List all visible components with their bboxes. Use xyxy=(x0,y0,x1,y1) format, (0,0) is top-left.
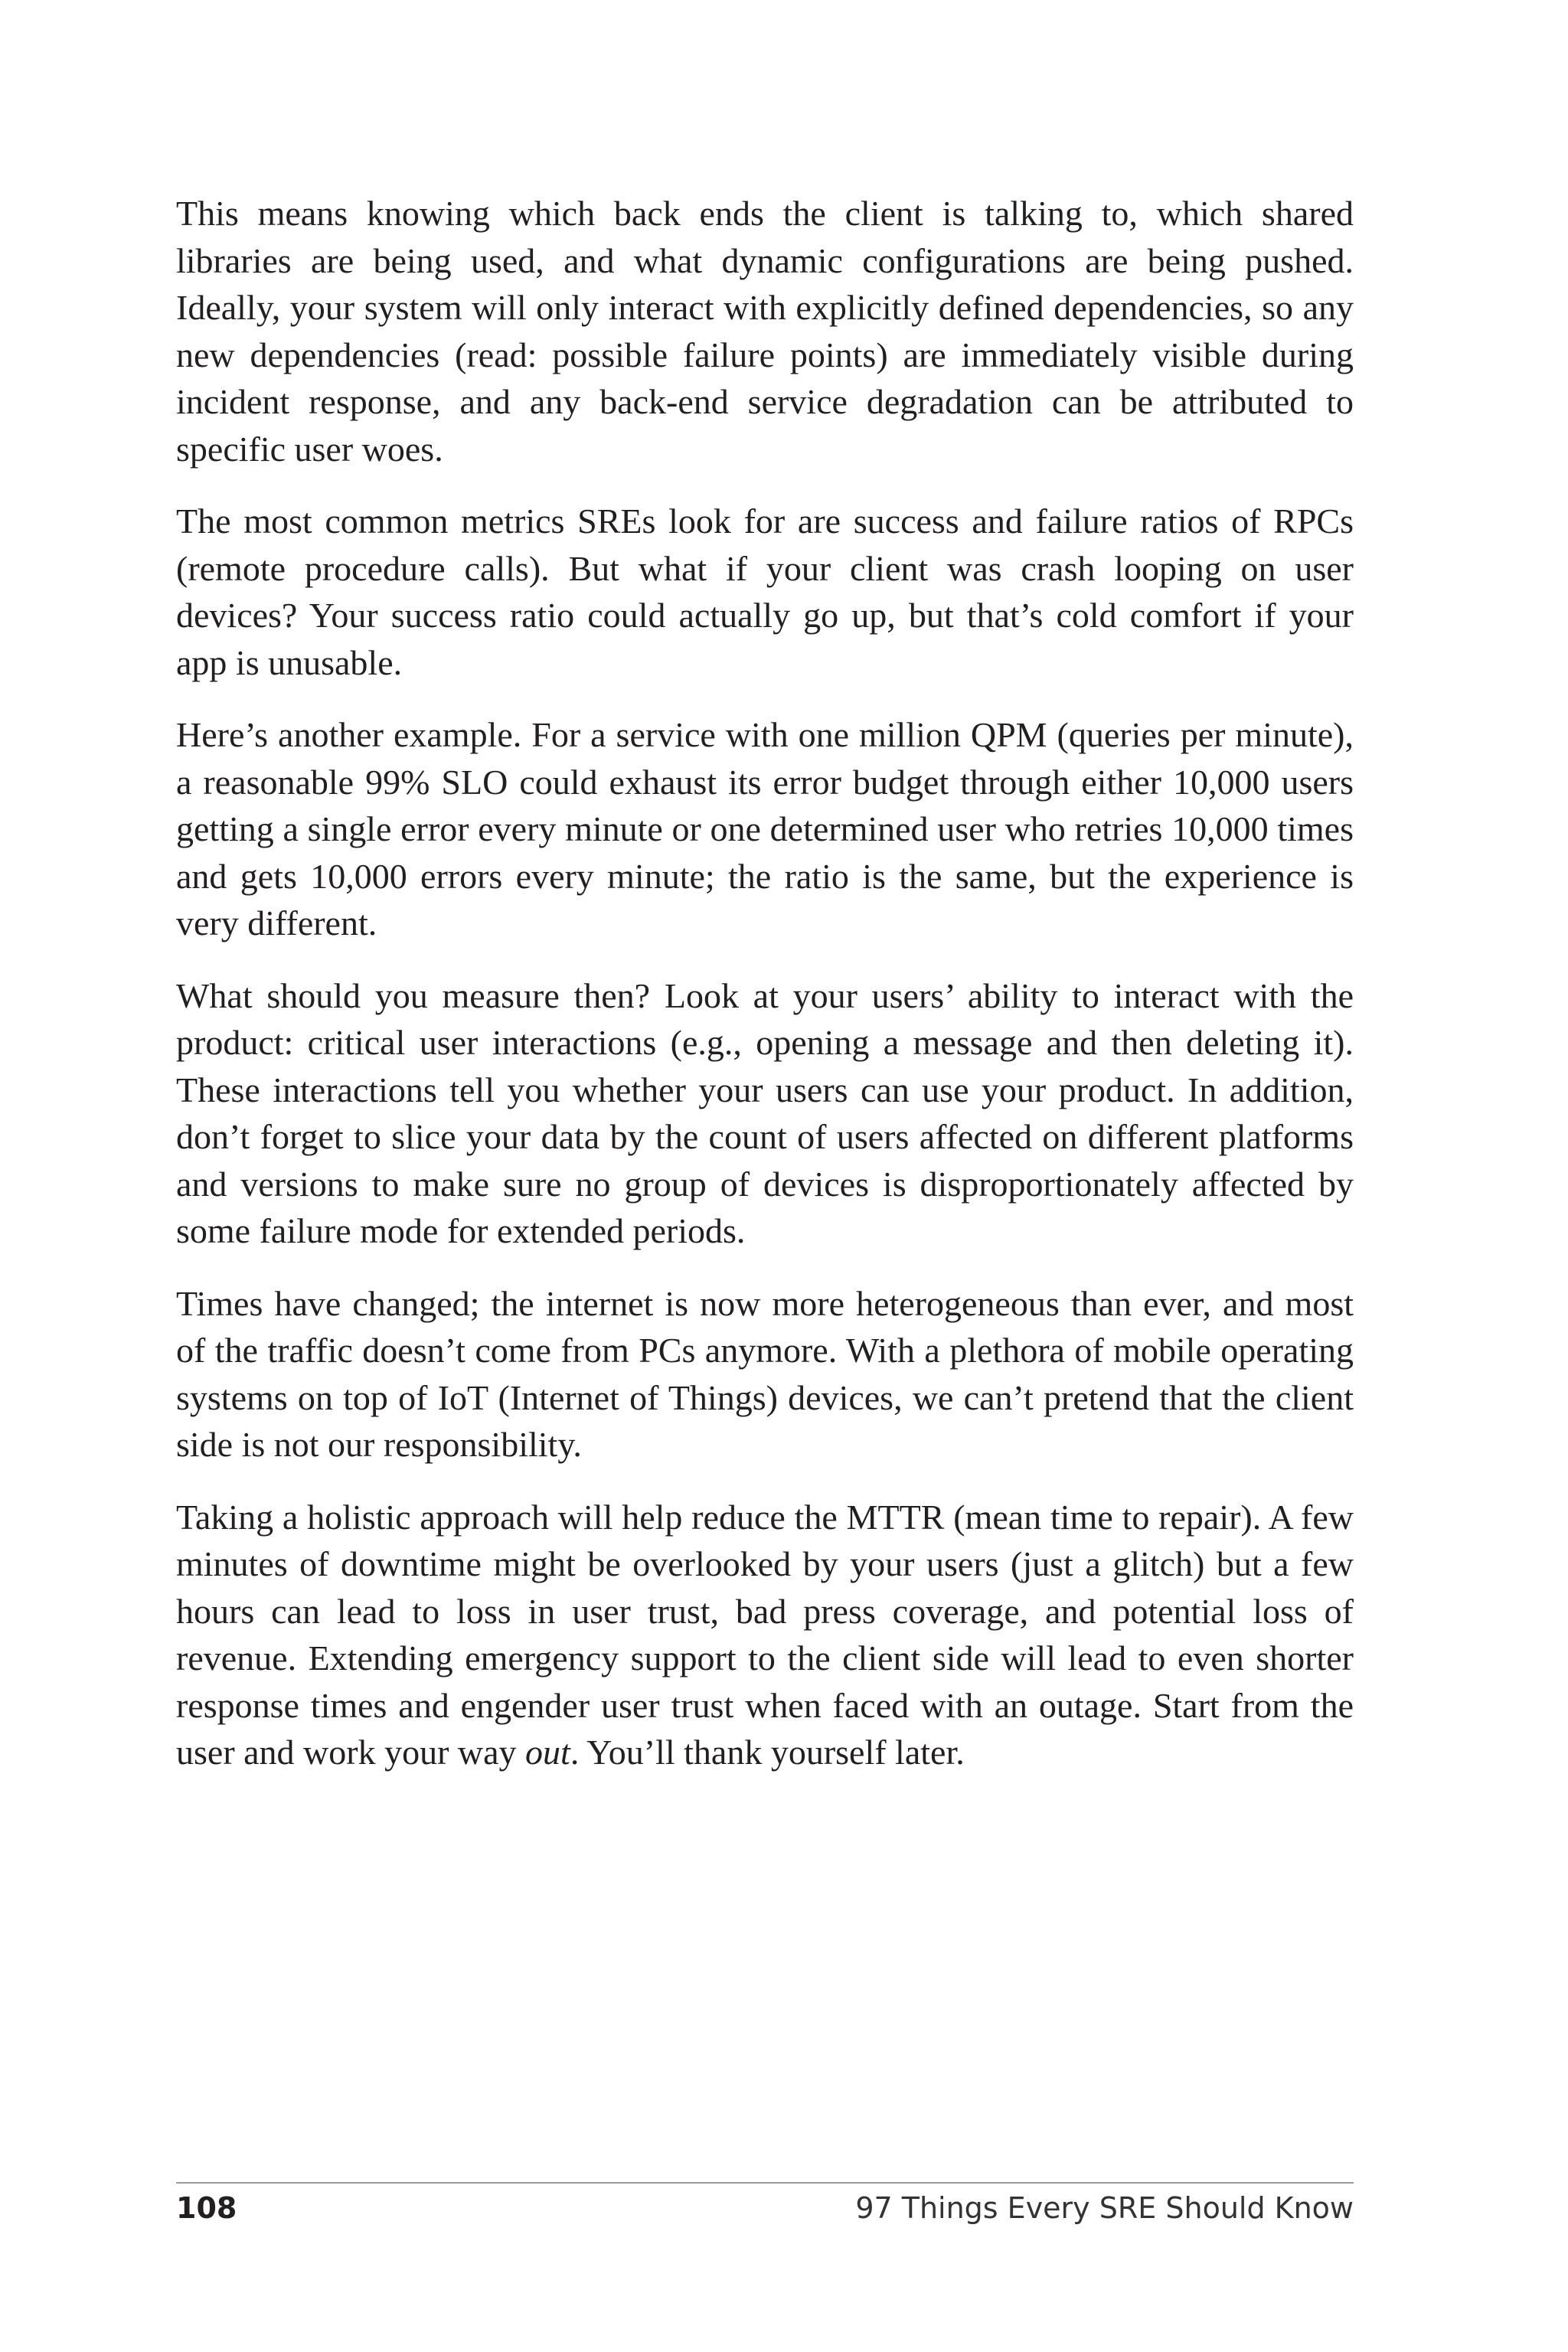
paragraph-slo-example: Here’s another example. For a service with one million QPM (queries per minute), a reasonable 99% SLO could exhaust its error budget through either 10,000 users getting a single error every minute or one determined user who retries 10,000 times and gets 10,000 errors every minute; the ratio is the same, but the experience is very different. xyxy=(176,715,1354,942)
emphasis-out: out xyxy=(525,1733,570,1772)
page-number: 108 xyxy=(176,2191,237,2225)
paragraph-user-interactions: What should you measure then? Look at your users’ ability to interact with the product: critical user interactions (e.g., opening a message and then deleting it). These interactions tell you whether your users can use your product. In addition, don’t forget to slice your data by the count of users affected on different platforms and versions to make sure no group of devices is disproportionately affected by some failure mode for extended periods. xyxy=(176,975,1354,1250)
paragraph-heterogeneous-internet: Times have changed; the internet is now more heterogeneous than ever, and most of the traffic doesn’t come from PCs anymore. With a plethora of mobile operating systems on top of IoT (Internet of Things) devices, we can’t pretend that the client side is not our responsibility. xyxy=(176,1283,1354,1464)
paragraph-rpc-metrics: The most common metrics SREs look for are success and failure ratios of RPCs (remote procedure calls). But what if your client was crash looping on user devices? Your success ratio could actually go up, but that’s cold comfort if your app is unusable. xyxy=(176,501,1354,682)
footer-divider xyxy=(176,2182,1354,2184)
running-book-title: 97 Things Every SRE Should Know xyxy=(855,2191,1354,2225)
paragraph-holistic-approach xyxy=(176,1494,1354,1776)
page-footer xyxy=(176,2191,1354,2225)
holistic-text-start: Taking a holistic approach will help reduce the MTTR (mean time to repair). A few minutes of downtime might be overlooked by your users (just a glitch) but a few hours can lead to loss in user trust, bad press coverage, and potential loss of revenue. Extending emergency support to the client side will lead to even shorter response times and engender user trust when faced with an outage. Start from the user and work your way xyxy=(176,1497,1354,1772)
paragraph-dependencies: This means knowing which back ends the client is talking to, which shared libraries are being used, and what dynamic configurations are being pushed. Ideally, your system will only interact with explicitly defined dependencies, so any new dependencies (read: possible failure points) are immediately visible during incident response, and any back-end service degradation can be attributed to specific user woes. xyxy=(176,194,1354,469)
holistic-text-end: . You’ll thank yourself later. xyxy=(570,1733,965,1772)
page-body xyxy=(176,190,1354,1776)
